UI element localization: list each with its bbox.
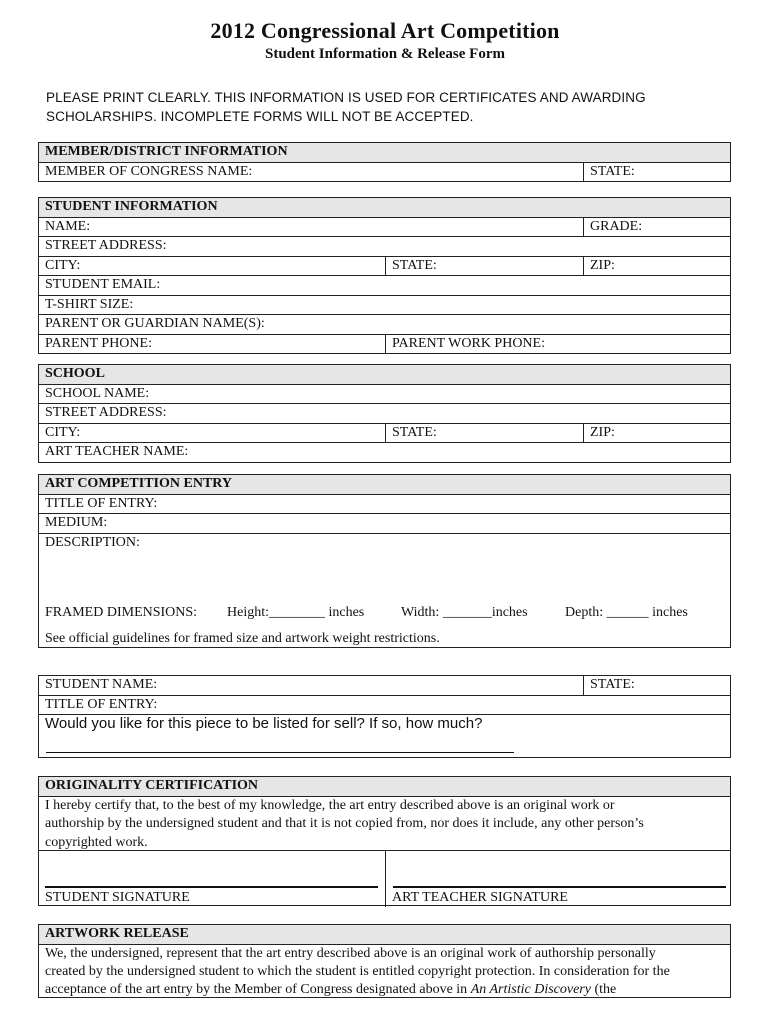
- section-heading: MEMBER/DISTRICT INFORMATION: [45, 144, 288, 159]
- sale-question: Would you like for this piece to be listed for sell? If so, how much?: [45, 715, 483, 732]
- release-line: We, the undersigned, represent that the art entry described above is an original work of authorship personally: [45, 945, 656, 961]
- teacher-signature-label: ART TEACHER SIGNATURE: [392, 889, 568, 905]
- artwork-release-section: [38, 924, 731, 998]
- sale-student-name-field[interactable]: STUDENT NAME:: [45, 677, 158, 692]
- framed-dimensions: [39, 604, 731, 622]
- school-section: [38, 364, 731, 463]
- width-field[interactable]: Width: _______inches: [401, 604, 528, 620]
- school-name-field[interactable]: SCHOOL NAME:: [45, 385, 150, 401]
- release-text: acceptance of the art entry by the Member of Congress designated above in: [45, 982, 471, 998]
- student-zip-field[interactable]: ZIP:: [583, 257, 730, 276]
- intro-instructions: [46, 88, 736, 126]
- sale-question-area[interactable]: [39, 714, 730, 759]
- depth-field[interactable]: Depth: ______ inches: [565, 604, 688, 620]
- sale-title-field[interactable]: TITLE OF ENTRY:: [45, 696, 158, 712]
- member-name-field[interactable]: MEMBER OF CONGRESS NAME:: [45, 163, 253, 179]
- intro-line: PLEASE PRINT CLEARLY. THIS INFORMATION IS USED FOR CERTIFICATES AND AWARDING: [46, 90, 646, 105]
- teacher-signature-box[interactable]: [385, 851, 730, 907]
- section-heading: ORIGINALITY CERTIFICATION: [45, 778, 259, 793]
- section-heading: SCHOOL: [45, 366, 105, 381]
- tshirt-size-field[interactable]: T-SHIRT SIZE:: [45, 296, 134, 312]
- sale-state-field[interactable]: STATE:: [583, 676, 730, 695]
- student-grade-field[interactable]: GRADE:: [583, 218, 730, 237]
- student-city-field[interactable]: CITY:: [45, 257, 81, 273]
- intro-line: SCHOLARSHIPS. INCOMPLETE FORMS WILL NOT BE ACCEPTED.: [46, 109, 474, 124]
- student-signature-line[interactable]: [45, 886, 378, 888]
- statement-line: copyrighted work.: [45, 834, 148, 850]
- sale-price-line[interactable]: [46, 752, 514, 753]
- form-title: 2012 Congressional Art Competition: [210, 18, 560, 43]
- art-entry-section: [38, 474, 731, 648]
- release-statement: [39, 944, 730, 1000]
- guidelines-note: See official guidelines for framed size and artwork weight restrictions.: [45, 630, 440, 646]
- section-heading: STUDENT INFORMATION: [45, 199, 218, 214]
- description-area[interactable]: [39, 533, 730, 650]
- student-street-field[interactable]: STREET ADDRESS:: [45, 238, 167, 253]
- teacher-signature-line[interactable]: [393, 886, 726, 888]
- program-name: An Artistic Discovery: [470, 982, 591, 998]
- height-field[interactable]: Height:________ inches: [227, 604, 365, 620]
- student-state-field[interactable]: STATE:: [385, 257, 583, 276]
- description-label: DESCRIPTION:: [45, 534, 140, 550]
- parent-work-phone-field[interactable]: PARENT WORK PHONE:: [385, 335, 730, 354]
- release-line: [45, 981, 724, 999]
- form-subtitle: Student Information & Release Form: [265, 46, 505, 62]
- statement-line: I hereby certify that, to the best of my knowledge, the art entry described above is an original work or: [45, 797, 615, 813]
- originality-section: [38, 776, 731, 906]
- student-information-section: [38, 197, 731, 354]
- originality-statement: [39, 796, 730, 850]
- student-email-field[interactable]: STUDENT EMAIL:: [45, 277, 161, 292]
- school-city-field[interactable]: CITY:: [45, 424, 81, 440]
- entry-title-field[interactable]: TITLE OF ENTRY:: [45, 495, 158, 511]
- art-teacher-name-field[interactable]: ART TEACHER NAME:: [45, 444, 189, 459]
- school-state-field[interactable]: STATE:: [385, 424, 583, 443]
- sale-section: [38, 675, 731, 758]
- school-zip-field[interactable]: ZIP:: [583, 424, 730, 443]
- parent-phone-field[interactable]: PARENT PHONE:: [45, 335, 152, 351]
- student-signature-box[interactable]: [39, 851, 385, 907]
- statement-line: authorship by the undersigned student and that it is not copied from, nor does it include, any other person’s: [45, 816, 644, 831]
- student-name-field[interactable]: NAME:: [45, 218, 91, 234]
- section-heading: ARTWORK RELEASE: [45, 926, 189, 941]
- member-district-section: [38, 142, 731, 182]
- medium-field[interactable]: MEDIUM:: [45, 515, 108, 530]
- dims-label: FRAMED DIMENSIONS:: [45, 604, 198, 620]
- school-street-field[interactable]: STREET ADDRESS:: [45, 405, 167, 420]
- release-line: created by the undersigned student to which the student is entitled copyright protection. In consideration for the: [45, 963, 670, 979]
- member-state-field[interactable]: STATE:: [583, 163, 730, 182]
- release-text: (the: [590, 982, 617, 998]
- student-signature-label: STUDENT SIGNATURE: [45, 889, 190, 905]
- parent-name-field[interactable]: PARENT OR GUARDIAN NAME(S):: [45, 316, 265, 331]
- section-heading: ART COMPETITION ENTRY: [45, 476, 233, 491]
